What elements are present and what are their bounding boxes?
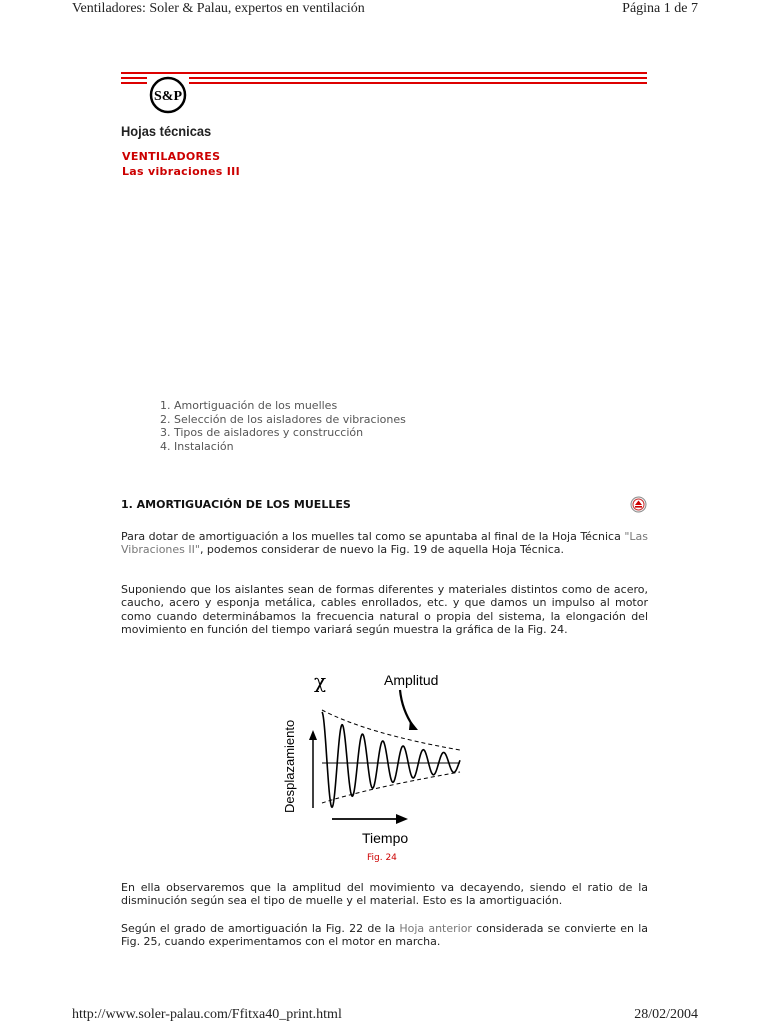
category-heading: VENTILADORES bbox=[122, 150, 221, 163]
browser-print-page-number: Página 1 de 7 bbox=[622, 1, 698, 16]
toc-item-4[interactable]: 4. Instalación bbox=[160, 439, 234, 453]
link-las-vibraciones-ii[interactable]: "Las Vibraciones II" bbox=[121, 530, 648, 557]
link-hoja-anterior[interactable]: Hoja anterior bbox=[399, 922, 472, 935]
table-of-contents bbox=[160, 399, 406, 453]
paragraph-3: En ella observaremos que la amplitud del movimiento va decayendo, siendo el ratio de la disminución según sea el tipo de muelle y el material. Esto es la amortiguación. bbox=[121, 881, 648, 908]
figure-time-label: Tiempo bbox=[362, 830, 409, 846]
print-url: http://www.soler-palau.com/Ffitxa40_print.html bbox=[72, 1007, 342, 1022]
paragraph-1: Para dotar de amortiguación a los muelles tal como se apuntaba al final de la Hoja Técnica "Las Vibraciones II", podemos considerar de nuevo la Fig. 19 de aquella Hoja Técnica. bbox=[121, 530, 648, 557]
toc-item-2[interactable]: 2. Selección de los aisladores de vibraciones bbox=[160, 412, 406, 426]
print-date: 28/02/2004 bbox=[634, 1007, 698, 1022]
amplitude-arrow bbox=[400, 690, 413, 726]
upper-envelope bbox=[322, 710, 460, 750]
damped-oscillation-curve bbox=[322, 712, 460, 807]
section-1-title: 1. AMORTIGUACIÓN DE LOS MUELLES bbox=[121, 498, 351, 511]
damped-oscillation-figure bbox=[278, 668, 468, 848]
figure-x-label: χ bbox=[314, 669, 327, 693]
svg-text:S&P: S&P bbox=[154, 89, 182, 104]
figure-y-label: Desplazamiento bbox=[282, 719, 297, 813]
page-title: Hojas técnicas bbox=[121, 123, 212, 139]
back-to-top-icon[interactable] bbox=[630, 496, 647, 513]
browser-print-title: Ventiladores: Soler & Palau, expertos en ventilación bbox=[72, 1, 365, 16]
subtitle-heading: Las vibraciones III bbox=[122, 165, 240, 178]
paragraph-4: Según el grado de amortiguación la Fig. 22 de la Hoja anterior considerada se convierte en la Fig. 25, cuando experimentamos con el motor en marcha. bbox=[121, 922, 649, 949]
figure-amplitude-label: Amplitud bbox=[384, 672, 439, 688]
header-red-lines bbox=[121, 72, 647, 86]
sp-logo[interactable] bbox=[147, 75, 189, 115]
paragraph-2: Suponiendo que los aislantes sean de formas diferentes y materiales distintos como de acero, caucho, acero y esponja metálica, cables enrollados, etc. y que damos un impulso al motor como cuando determinábamos la frecuencia natural o propia del sistema, la elongación del movimiento en función del tiempo variará según muestra la gráfica de la Fig. 24. bbox=[121, 583, 648, 636]
toc-item-3[interactable]: 3. Tipos de aisladores y construcción bbox=[160, 426, 364, 439]
toc-item-1[interactable]: 1. Amortiguación de los muelles bbox=[160, 399, 338, 412]
figure-caption: Fig. 24 bbox=[367, 853, 397, 863]
